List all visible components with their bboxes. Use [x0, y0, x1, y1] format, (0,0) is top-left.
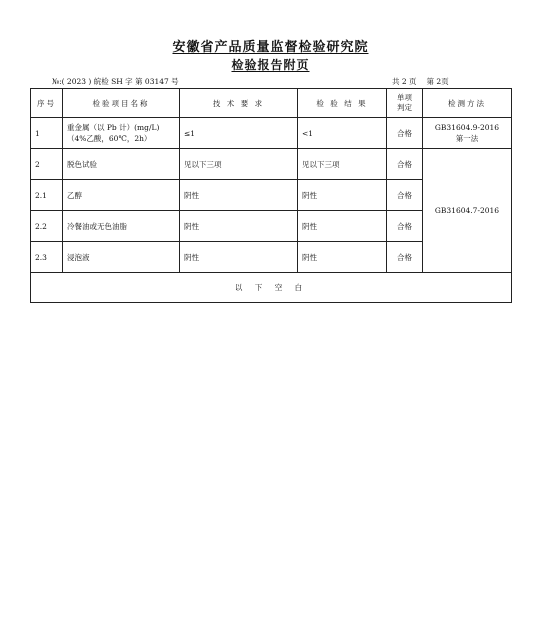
cell-method-line2: 第一法 — [455, 134, 479, 143]
header-requirement: 技 术 要 求 — [180, 89, 298, 118]
cell-seq: 2.2 — [31, 211, 63, 242]
blank-note: 以 下 空 白 — [31, 273, 512, 303]
cell-item — [63, 118, 180, 149]
header-result: 检 验 结 果 — [298, 89, 387, 118]
cell-method — [423, 118, 512, 149]
cell-method-merged: GB31604.7-2016 — [423, 149, 512, 273]
cell-judge: 合格 — [387, 211, 423, 242]
cell-result: 阴性 — [298, 180, 387, 211]
page-title: 检验报告附页 — [231, 58, 310, 72]
cell-item-line2: （4%乙酸，60℃，2h） — [67, 134, 152, 143]
cell-judge: 合格 — [387, 149, 423, 180]
cell-item: 脱色试验 — [63, 149, 180, 180]
cell-requirement: 见以下三项 — [180, 149, 298, 180]
cell-requirement: 阴性 — [180, 211, 298, 242]
blank-row — [31, 273, 512, 303]
cell-judge: 合格 — [387, 118, 423, 149]
cell-item: 浸泡液 — [63, 242, 180, 273]
cell-result: 阴性 — [298, 211, 387, 242]
page-number: 第 2页 — [426, 77, 449, 86]
cell-item: 冷餐油或无色油脂 — [63, 211, 180, 242]
table-row — [31, 118, 512, 149]
cell-judge: 合格 — [387, 180, 423, 211]
header-seq: 序号 — [31, 89, 63, 118]
total-pages: 共 2 页 — [392, 77, 417, 86]
table-header-row — [31, 89, 512, 118]
cell-requirement: ≤1 — [180, 118, 298, 149]
cell-seq: 2.1 — [31, 180, 63, 211]
header-judge-line1: 单项 — [397, 93, 412, 102]
cell-item: 乙醇 — [63, 180, 180, 211]
header-judge-line2: 判定 — [397, 103, 412, 112]
cell-result: 见以下三项 — [298, 149, 387, 180]
header-method: 检测方法 — [423, 89, 512, 118]
cell-result: 阴性 — [298, 242, 387, 273]
inspection-table — [30, 88, 512, 303]
cell-seq: 1 — [31, 118, 63, 149]
table-row — [31, 149, 512, 180]
institute-name: 安徽省产品质量监督检验研究院 — [172, 40, 369, 55]
cell-method-line1: GB31604.9-2016 — [434, 123, 500, 132]
cell-result: <1 — [298, 118, 387, 149]
header-judge — [387, 89, 423, 118]
cell-requirement: 阴性 — [180, 242, 298, 273]
cell-judge: 合格 — [387, 242, 423, 273]
cell-seq: 2 — [31, 149, 63, 180]
cell-requirement: 阴性 — [180, 180, 298, 211]
cell-seq: 2.3 — [31, 242, 63, 273]
cell-item-line1: 重金属（以 Pb 计）(mg/L) — [67, 123, 160, 132]
report-number: №:( 2023 ) 皖检 SH 字 第 03147 号 — [52, 77, 179, 86]
header-item: 检验项目名称 — [63, 89, 180, 118]
page-counter — [392, 76, 449, 87]
